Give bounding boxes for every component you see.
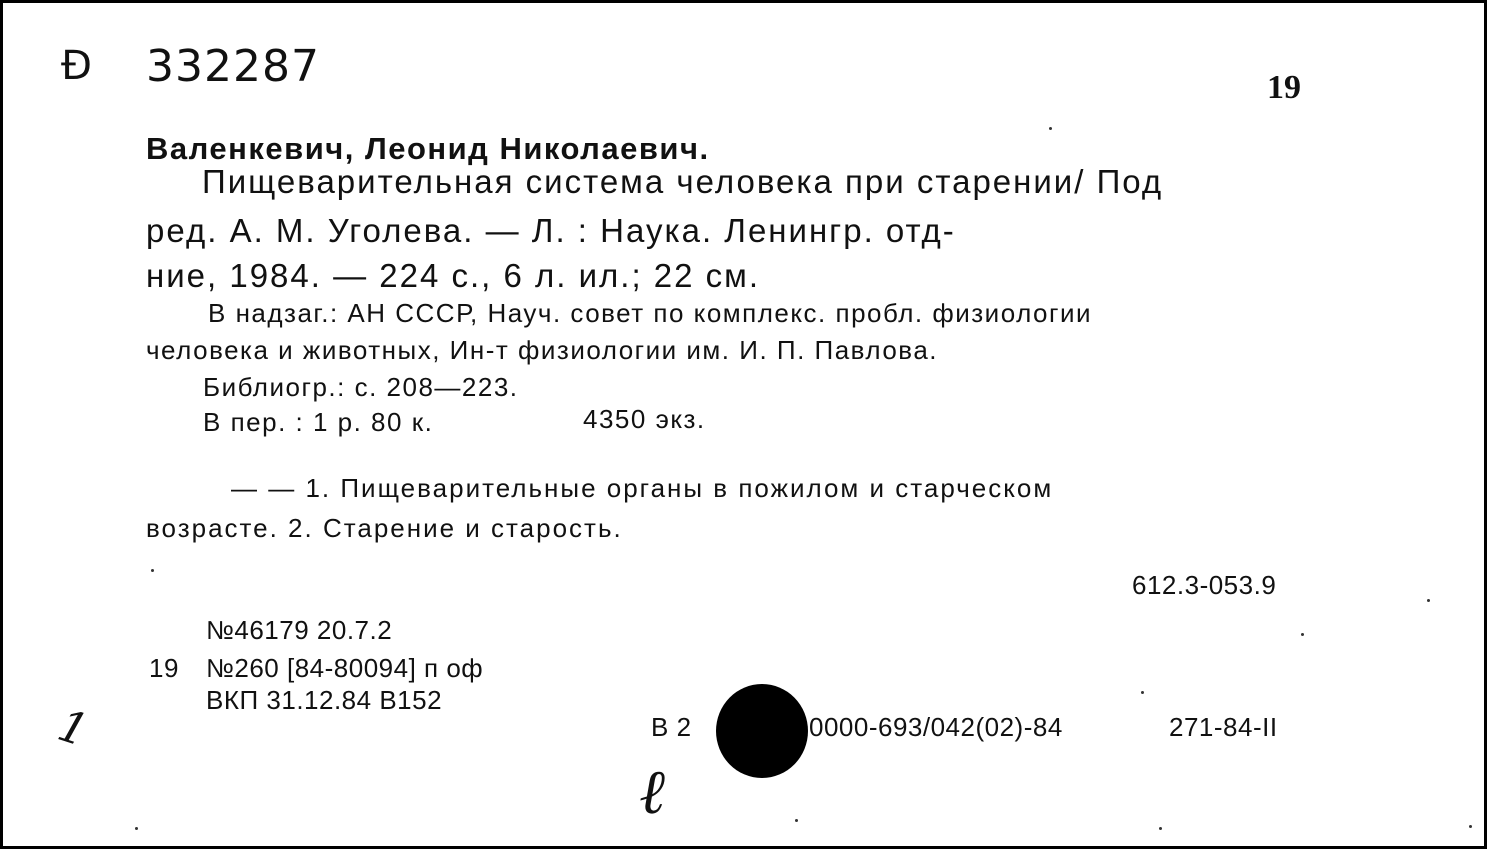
title-line-2: ред. А. М. Уголева. — Л. : Наука. Ленингр. отд- [146,212,956,249]
order-line-2: №260 [84-80094] п оф [206,653,484,683]
order-line-1: №46179 20.7.2 [206,615,393,645]
speck [1301,633,1304,636]
page-number: 19 [1267,69,1301,106]
title-line-3: ние, 1984. — 224 с., 6 л. ил.; 22 см. [146,257,761,294]
order-line-3: ВКП 31.12.84 В152 [206,685,443,715]
subject-line-2: возрасте. 2. Старение и старость. [146,513,623,543]
order-prefix: 19 [149,653,179,683]
speck [1049,127,1052,130]
note-line-2: человека и животных, Ин-т физиологии им. И. П. Павлова. [146,335,939,365]
isbn-prefix: В 2 [651,712,692,742]
note-line-1: В надзаг.: АН СССР, Науч. совет по комплекс. пробл. физиологии [208,298,1093,328]
speck [1427,599,1430,602]
bottom-handwritten-mark: ℓ [639,755,665,828]
title-line-1: Пищеварительная система человека при старении/ Под [202,163,1164,200]
subject-line-1: — — 1. Пищеварительные органы в пожилом и старческом [231,473,1054,503]
price-note: В пер. : 1 р. 80 к. [203,407,434,437]
speck [795,819,798,822]
card-code: 271-84-II [1169,712,1278,742]
speck [151,569,154,572]
handwritten-mark: Ð [61,43,92,89]
speck [1141,691,1144,694]
speck [135,827,138,830]
accession-number: 332287 [146,41,320,92]
author-heading: Валенкевич, Леонид Николаевич. [146,131,710,166]
ink-blot [716,684,808,778]
copies-count: 4350 экз. [583,404,706,434]
speck [1469,825,1472,828]
margin-handwritten-mark: 1 [51,699,95,758]
udc-classification: 612.3-053.9 [1132,570,1277,600]
speck [1159,827,1162,830]
bibliography-note: Библиогр.: с. 208—223. [203,372,519,402]
isbn-code: 0000-693/042(02)-84 [809,712,1063,742]
